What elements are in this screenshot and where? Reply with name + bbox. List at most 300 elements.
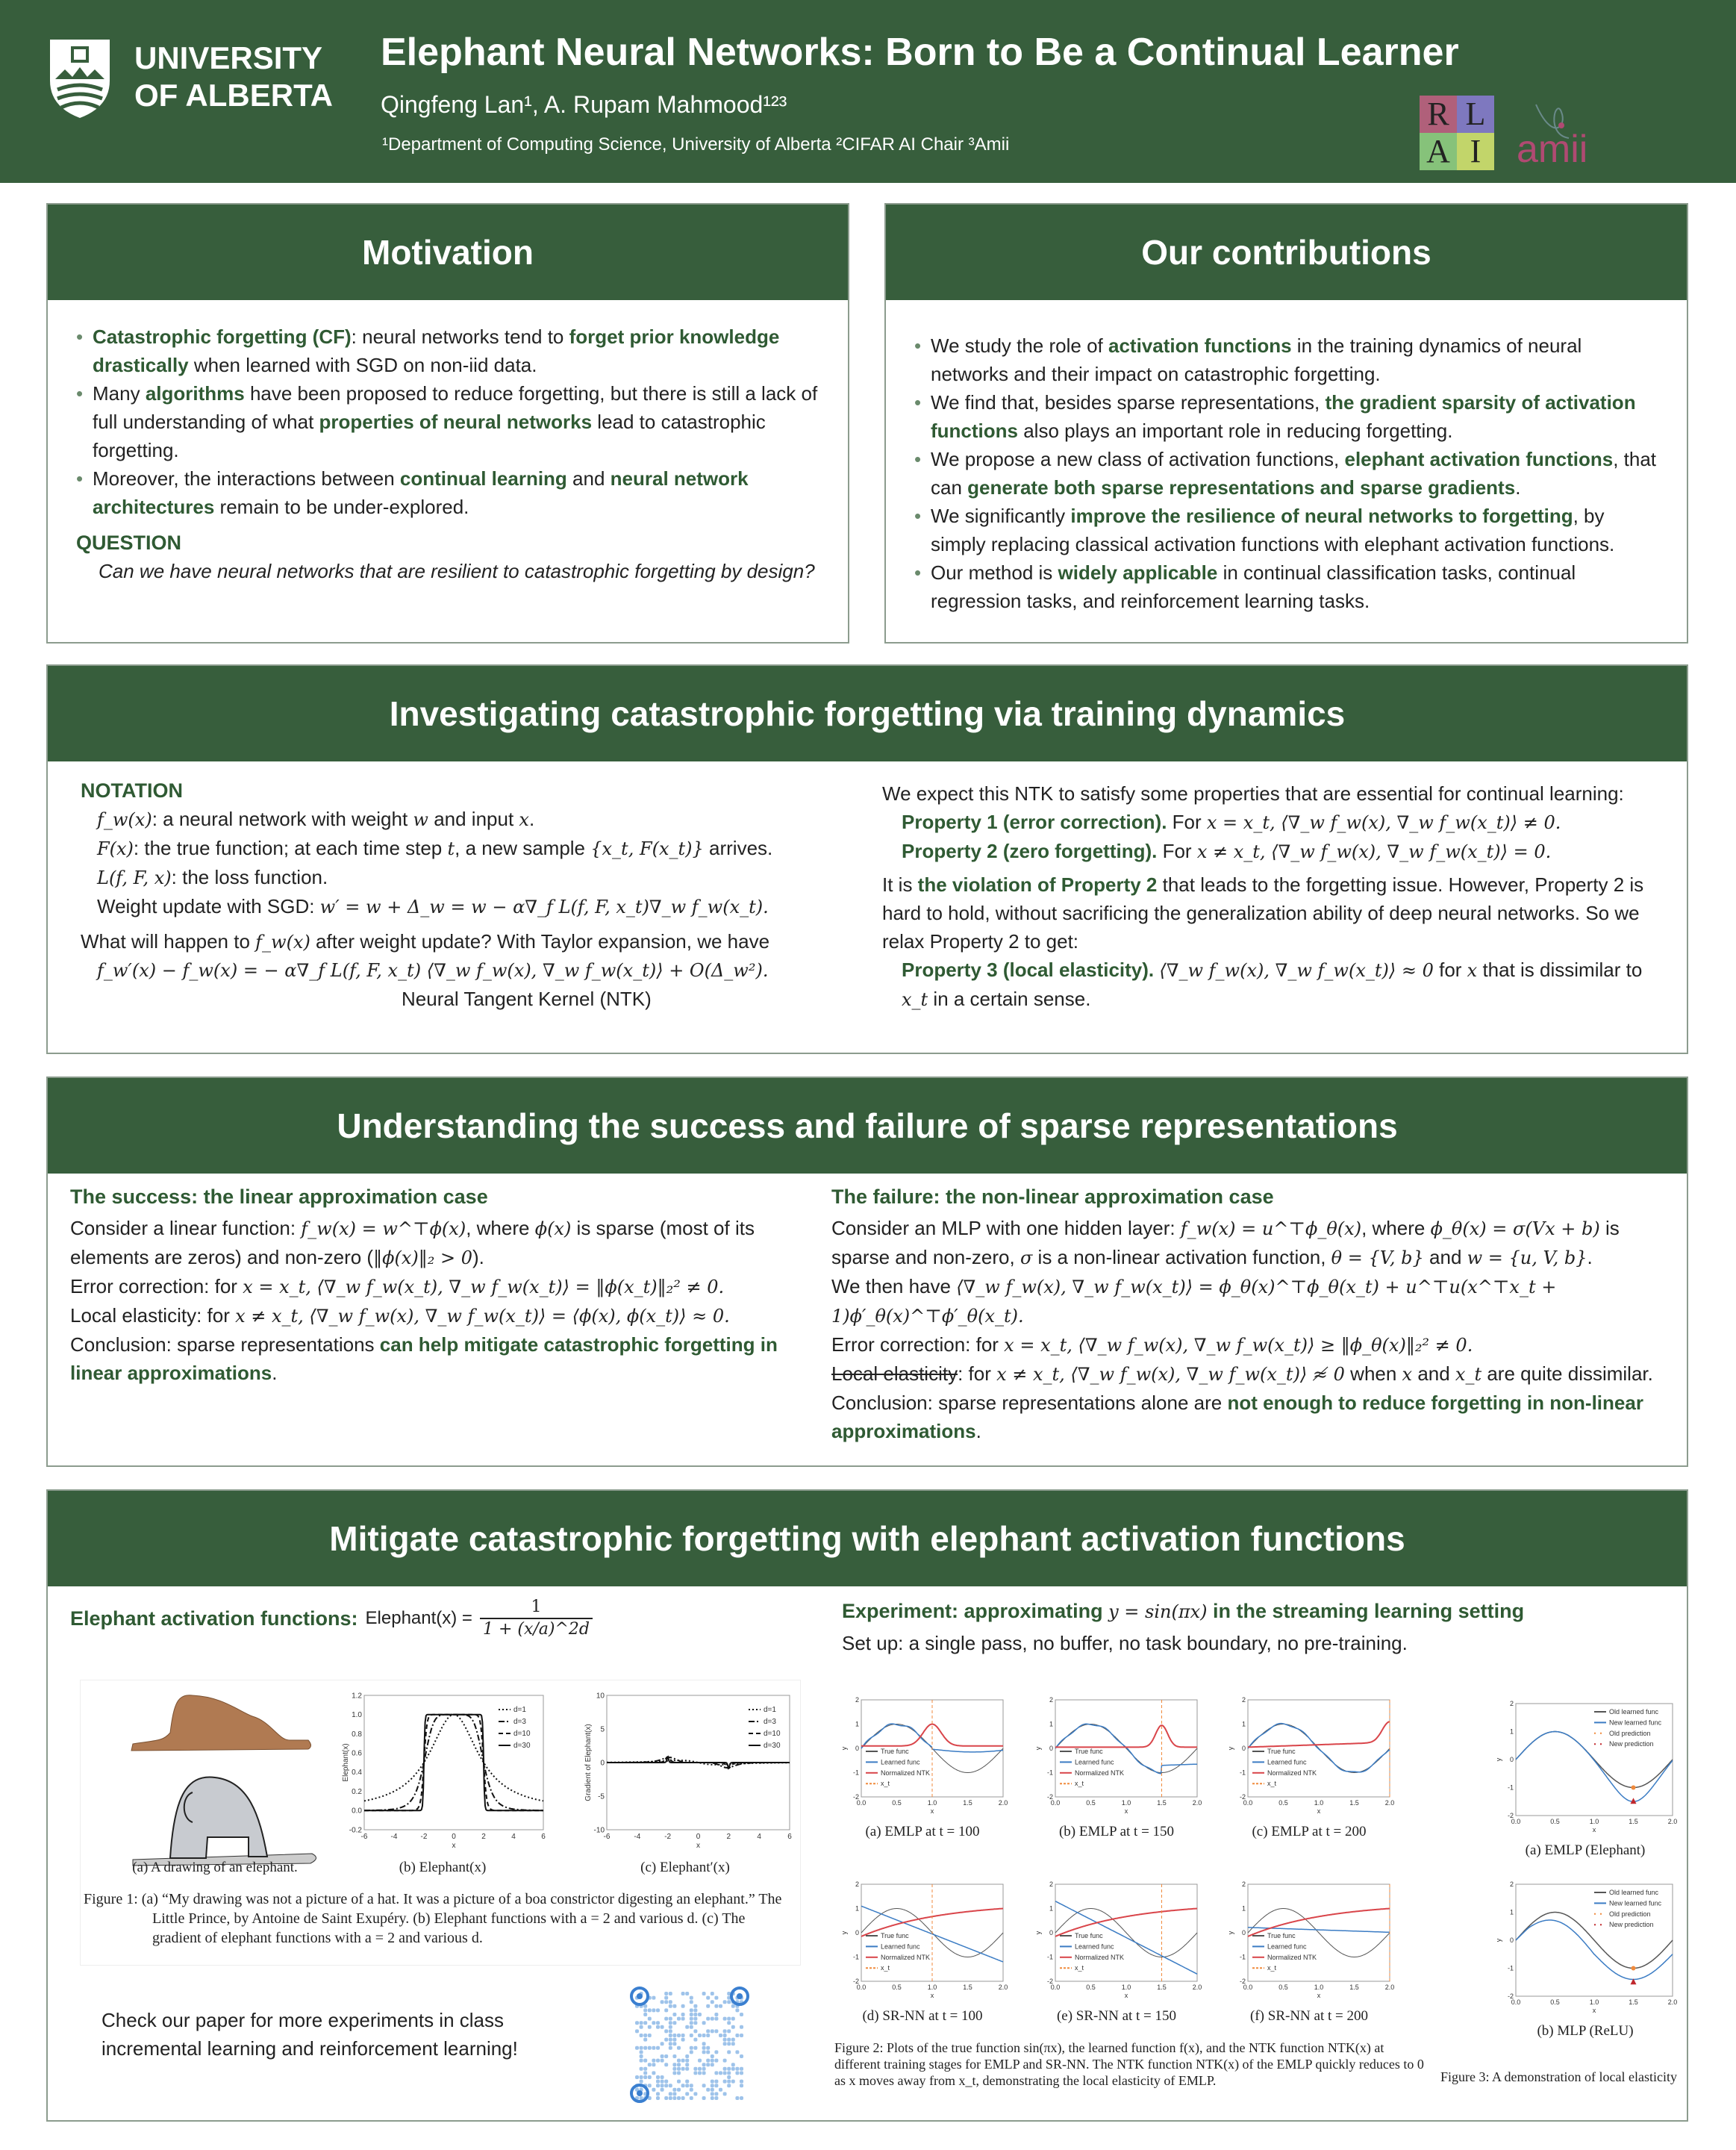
university-name-line2: OF ALBERTA (134, 78, 333, 113)
x-axis-label: x (1592, 2007, 1596, 2014)
legend-label: d=1 (513, 1706, 526, 1714)
qr-module (661, 2000, 664, 2004)
y-tick-label: -1 (1239, 1953, 1246, 1961)
x-tick-label: 1.0 (1314, 1799, 1324, 1807)
math-text: w = {u, V, b} (1467, 1247, 1587, 1268)
fig2-subplot (1220, 1877, 1399, 2004)
x-tick-label: 1.0 (1589, 1998, 1599, 2006)
elephant-heading (70, 1597, 593, 1640)
motivation-bullets (76, 322, 830, 521)
taylor-equation: f_w′(x) − f_w(x) = − α∇_f L(f, F, x_t) ⟨∇_w f_w(x), ∇_w f_w(x_t)⟩ + O(Δ_w²). (97, 960, 769, 981)
rlai-logo: R L A I (1420, 96, 1494, 170)
legend-label: d=3 (513, 1718, 526, 1726)
x-tick-label: 0.0 (856, 1799, 867, 1807)
y-tick-label: -2 (1239, 1793, 1246, 1801)
qr-module (714, 2092, 718, 2096)
qr-module (735, 2050, 739, 2054)
fig3-subplot-caption: (a) EMLP (Elephant) (1525, 1842, 1646, 1858)
qr-module (669, 2092, 672, 2096)
bullet-item (76, 322, 830, 379)
qr-module (693, 2017, 697, 2021)
qr-module (672, 2071, 676, 2075)
qr-code-icon[interactable] (629, 1986, 750, 2104)
y-tick-label: -1 (1507, 1964, 1514, 1972)
x-tick-label: 0.0 (1243, 1984, 1253, 1991)
qr-module (690, 2046, 693, 2050)
qr-module (672, 2021, 676, 2025)
x-tick-label: 1.5 (1349, 1799, 1359, 1807)
fig2-subplot-caption: (f) SR-NN at t = 200 (1250, 2008, 1368, 2024)
y-tick-label: -1 (1046, 1769, 1053, 1777)
x-axis-label: x (1317, 1992, 1321, 1999)
bold-text: neural network architectures (93, 467, 749, 518)
x-axis-label: x (930, 1992, 934, 1999)
qr-module (685, 2084, 689, 2087)
x-tick-label: 6 (541, 1833, 546, 1841)
y-tick-label: 0.6 (352, 1749, 362, 1758)
motivation-body (76, 322, 830, 585)
qr-module (669, 2096, 672, 2100)
x-tick-label: 0.5 (1086, 1984, 1096, 1991)
math-text: ⟨∇_w f_w(x), ∇_w f_w(x_t)⟩ ≈ 0 (1159, 960, 1434, 981)
text-line (831, 1214, 1671, 1272)
qr-module (664, 2054, 668, 2058)
math-text: x_t (902, 989, 928, 1010)
text: It is (882, 873, 918, 896)
qr-module (714, 2029, 718, 2033)
y-tick-label: 0 (1049, 1929, 1053, 1936)
qr-module (711, 2017, 714, 2021)
fig2-subplot (1027, 1877, 1206, 2004)
qr-module (706, 2059, 710, 2063)
qr-module (652, 2059, 655, 2063)
figure-1-caption: Figure 1: (a) “My drawing was not a picture of a hat. It was a picture of a boa constrictor digesting an elephant.” The Little Prince, by Antoine de Saint Exupéry. (b) Elephant functions with a = 2 and various d. (c) The gradient of elephant functions with a = 2 and various d. (84, 1891, 782, 1946)
taylor-intro (81, 927, 864, 956)
qr-module (661, 2059, 664, 2063)
qr-module (714, 2050, 718, 2054)
qr-module (723, 2017, 727, 2021)
text: , that can (931, 448, 1657, 499)
elephant-formula-fraction: $\frac{1}{1 + (x/a)\^{}2d}$ (480, 1597, 593, 1640)
question-label: QUESTION (76, 532, 182, 554)
x-tick-label: 1.0 (1314, 1984, 1324, 1991)
legend-label: d=10 (513, 1730, 531, 1738)
text: Local elasticity: for (70, 1304, 236, 1327)
bullet-item (914, 445, 1661, 502)
qr-module (731, 2067, 735, 2071)
qr-module (731, 2025, 735, 2029)
qr-module (681, 2038, 685, 2042)
fig2-subplot-caption: (a) EMLP at t = 100 (865, 1824, 980, 1839)
legend-label: True func (881, 1932, 909, 1939)
qr-module (727, 2029, 731, 2033)
x-tick-label: 1.0 (1121, 1799, 1131, 1807)
qr-module (681, 1992, 685, 1995)
qr-module (664, 2096, 668, 2100)
legend-label: Learned func (1267, 1758, 1307, 1766)
legend-label: New prediction (1609, 1921, 1654, 1929)
qr-module (685, 2092, 689, 2096)
x-tick-label: 1.0 (927, 1799, 937, 1807)
fig2-subplot-caption: (d) SR-NN at t = 100 (862, 2008, 983, 2024)
y-tick-label: 0.2 (352, 1787, 362, 1796)
qr-module (681, 2096, 685, 2100)
qr-module (711, 2084, 714, 2087)
fig3-subplot (1492, 1696, 1679, 1838)
x-tick-label: 2 (726, 1833, 731, 1841)
qr-module (643, 2013, 647, 2016)
qr-module (719, 2004, 722, 2008)
legend-label: x_t (881, 1964, 890, 1972)
y-tick-label: 1 (1509, 1727, 1514, 1736)
qr-module (706, 2050, 710, 2054)
qr-module (740, 2025, 743, 2029)
x-tick-label: 1.5 (963, 1799, 972, 1807)
qr-module (664, 2084, 668, 2087)
qr-module (706, 2046, 710, 2050)
y-tick-label: 5 (600, 1725, 605, 1734)
y-axis-label: y (1034, 1746, 1043, 1751)
math-text: ‖ϕ(x)‖₂ > 0 (373, 1247, 472, 1268)
qr-module (693, 2046, 697, 2050)
y-tick-label: -2 (852, 1793, 859, 1801)
text: Error correction: for (70, 1275, 243, 1297)
qr-module (661, 2042, 664, 2045)
legend-label: True func (1075, 1932, 1103, 1939)
math-text: f_w(x) = w^⊤ϕ(x) (301, 1218, 466, 1239)
success-text (70, 1214, 824, 1387)
qr-module (690, 2025, 693, 2029)
y-tick-label: 2 (855, 1881, 859, 1888)
y-tick-label: -5 (598, 1792, 605, 1801)
x-tick-label: 4 (757, 1833, 761, 1841)
qr-module (664, 2029, 668, 2033)
x-tick-label: 1.5 (1629, 1818, 1638, 1825)
qr-module (652, 2046, 655, 2050)
qr-module (740, 2084, 743, 2087)
legend-label: d=30 (513, 1742, 531, 1750)
qr-module (693, 2071, 697, 2075)
y-tick-label: 0 (1049, 1745, 1053, 1752)
legend-label: Learned func (1267, 1942, 1307, 1951)
qr-module (711, 2000, 714, 2004)
qr-module (669, 2000, 672, 2004)
fig1c-caption: (c) Elephant′(x) (640, 1860, 730, 1875)
y-tick-label: 2 (1509, 1881, 1514, 1888)
x-tick-label: 0.5 (1086, 1799, 1096, 1807)
text-line (97, 892, 864, 921)
qr-module (735, 2067, 739, 2071)
x-tick-label: 2.0 (1667, 1818, 1678, 1825)
legend-label: New learned func (1609, 1899, 1662, 1907)
elephant-drawing-image (110, 1688, 334, 1867)
qr-module (706, 2088, 710, 2092)
qr-module (690, 2008, 693, 2012)
qr-module (648, 2008, 652, 2012)
qr-module (664, 2063, 668, 2066)
qr-module (714, 2080, 718, 2084)
qr-module (677, 2080, 681, 2084)
text: : a neural network with weight (152, 808, 413, 830)
qr-module (685, 2025, 689, 2029)
legend-label: Learned func (1075, 1942, 1114, 1951)
x-tick-label: 2.0 (998, 1984, 1008, 1991)
y-axis-label: Elephant(x) (342, 1743, 350, 1782)
qr-module (740, 2096, 743, 2100)
y-tick-label: 1 (1049, 1904, 1053, 1913)
qr-module (711, 2088, 714, 2092)
qr-module (727, 2075, 731, 2079)
qr-module (672, 2004, 676, 2008)
text: that is dissimilar to (1477, 959, 1643, 981)
y-tick-label: -1 (852, 1769, 859, 1777)
text: ). (472, 1246, 484, 1268)
text: We then have (831, 1275, 957, 1297)
ntk-properties-intro: We expect this NTK to satisfy some properties that are essential for continual learning: (882, 782, 1624, 805)
qr-module (672, 2054, 676, 2058)
qr-module (711, 2029, 714, 2033)
qr-module (672, 2063, 676, 2066)
text: and (1412, 1362, 1455, 1385)
x-tick-label: -4 (390, 1833, 398, 1841)
qr-module (669, 2017, 672, 2021)
qr-module (731, 2063, 735, 2066)
x-tick-label: 1.5 (963, 1984, 972, 1991)
qr-module (643, 2038, 647, 2042)
bold-text: properties of neural networks (319, 411, 593, 433)
qr-module (740, 2013, 743, 2016)
qr-module (643, 2067, 647, 2071)
x-tick-label: 0.5 (892, 1984, 902, 1991)
y-tick-label: 0.0 (352, 1807, 362, 1816)
text-line (70, 1301, 824, 1330)
qr-module (648, 2046, 652, 2050)
x-tick-label: 1.0 (927, 1984, 937, 1991)
math-text: ϕ(x) (534, 1218, 572, 1239)
figure-2-caption: Figure 2: Plots of the true function sin(πx), the learned function f(x), and the NTK function NTK(x) at different training stages for EMLP and SR-NN. The NTK function NTK(x) of the EMLP quickly reduces to 0 as x moves away from x_t, demonstrating the local elasticity of EMLP. (834, 2040, 1424, 2088)
math-text: x = x_t, ⟨∇_w f_w(x), ∇_w f_w(x_t)⟩ ≠ 0. (1206, 812, 1561, 833)
qr-module (723, 2059, 727, 2063)
y-tick-label: 1 (1049, 1720, 1053, 1728)
qr-module (693, 2038, 697, 2042)
y-tick-label: 0 (1241, 1929, 1246, 1936)
qr-module (690, 2084, 693, 2087)
bullet-item (914, 502, 1661, 558)
math-text: t (447, 838, 455, 859)
qr-module (656, 2092, 660, 2096)
math-text: x ≠ x_t, ⟨∇_w f_w(x), ∇_w f_w(x_t)⟩ ≉ 0 (996, 1364, 1345, 1385)
poster-authors: Qingfeng Lan¹, A. Rupam Mahmood¹²³ (381, 91, 787, 118)
y-axis-label: y (840, 1746, 849, 1751)
text: and (1423, 1246, 1467, 1268)
qr-module (648, 2017, 652, 2021)
x-tick-label: 1.0 (1121, 1984, 1131, 1991)
y-tick-label: -2 (1507, 1992, 1514, 2000)
contributions-section (884, 203, 1688, 644)
qr-module (711, 2059, 714, 2063)
qr-module (702, 2034, 706, 2037)
math-text: x (1402, 1364, 1413, 1385)
y-tick-label: 0 (1509, 1756, 1514, 1763)
qr-module (702, 2071, 706, 2075)
failure-text (831, 1214, 1671, 1445)
qr-module (648, 2075, 652, 2079)
x-axis-label: x (1592, 1826, 1596, 1833)
legend-label: Learned func (881, 1758, 920, 1766)
qr-module (640, 2034, 643, 2037)
text: Consider an MLP with one hidden layer: (831, 1217, 1181, 1239)
qr-module (685, 2067, 689, 2071)
y-tick-label: -2 (1507, 1812, 1514, 1819)
bold-text: widely applicable (1058, 561, 1218, 584)
qr-module (711, 2054, 714, 2058)
text-line (70, 1272, 824, 1301)
x-tick-label: 0.0 (1511, 1998, 1521, 2006)
legend-label: x_t (1267, 1964, 1277, 1972)
y-tick-label: 2 (1509, 1700, 1514, 1707)
text: , by simply replacing classical activation functions with elephant activation functions. (931, 505, 1615, 555)
text: , where (466, 1217, 535, 1239)
y-tick-label: 1 (1509, 1908, 1514, 1916)
qr-module (714, 2059, 718, 2063)
motivation-title: Motivation (48, 205, 848, 300)
qr-module (731, 2080, 735, 2084)
bullet-item (76, 379, 830, 464)
property-2-violation (882, 870, 1673, 956)
qr-module (702, 2046, 706, 2050)
text: after weight update? With Taylor expansion, we have (310, 930, 770, 953)
y-axis-label: y (1034, 1931, 1043, 1935)
math-text: ⟨∇_w f_w(x), ∇_w f_w(x_t)⟩ = ϕ_θ(x)^⊤ϕ_θ(x_t) + u^⊤u(x^⊤x_t + 1)ϕ′_θ(x)^⊤ϕ′_θ(x_t). (831, 1277, 1557, 1327)
text-line (97, 805, 864, 834)
qr-module (656, 2021, 660, 2025)
qr-module (669, 2084, 672, 2087)
experiment-title: Experiment: approximating y = sin(πx) in the streaming learning setting (842, 1600, 1525, 1622)
qr-module (643, 2046, 647, 2050)
investigating-title: Investigating catastrophic forgetting via training dynamics (48, 666, 1687, 761)
qr-module (702, 2042, 706, 2045)
legend-label: x_t (1075, 1964, 1084, 1972)
property-1 (902, 808, 1673, 837)
text: : the loss function. (171, 866, 328, 888)
text: For (1167, 811, 1207, 833)
y-tick-label: 0 (855, 1929, 859, 1936)
text: . (1515, 476, 1521, 499)
text: For (1157, 840, 1197, 862)
x-tick-label: 0 (696, 1833, 701, 1841)
ntk-label: Neural Tangent Kernel (NTK) (402, 988, 652, 1010)
y-tick-label: 0.4 (352, 1769, 362, 1777)
qr-module (702, 2067, 706, 2071)
fig2-subplot-caption: (e) SR-NN at t = 150 (1056, 2008, 1177, 2024)
text: Error correction: for (831, 1333, 1005, 1356)
qr-module (690, 2034, 693, 2037)
y-axis-label: y (1495, 1757, 1503, 1762)
qr-module (661, 2088, 664, 2092)
text: Moreover, the interactions between (93, 467, 400, 490)
legend-label: d=10 (764, 1730, 781, 1738)
qr-module (661, 2084, 664, 2087)
understanding-section (46, 1076, 1688, 1467)
notation-label: NOTATION (81, 779, 183, 802)
x-axis-label: x (452, 1842, 456, 1850)
qr-module (714, 2017, 718, 2021)
legend-label: x_t (1075, 1780, 1084, 1788)
legend-label: Normalized NTK (1075, 1769, 1125, 1777)
bold-text: the gradient sparsity of activation functions (931, 391, 1636, 442)
qr-module (681, 2004, 685, 2008)
qr-module (677, 2071, 681, 2075)
contributions-bullets (914, 331, 1661, 615)
qr-module (677, 2059, 681, 2063)
qr-module (652, 2071, 655, 2075)
x-axis-label: x (930, 1807, 934, 1815)
math-text: f_w(x) (255, 932, 310, 953)
text: in a certain sense. (928, 988, 1091, 1010)
legend-label: x_t (881, 1780, 890, 1788)
qr-module (740, 2067, 743, 2071)
qr-module (681, 2017, 685, 2021)
qr-module (643, 2034, 647, 2037)
qr-module (664, 2008, 668, 2012)
math-text: f_w(x) (97, 809, 152, 830)
x-tick-label: 1.5 (1349, 1984, 1359, 1991)
qr-module (681, 2013, 685, 2016)
text: remain to be under-explored. (214, 496, 469, 518)
experiment-setup: Set up: a single pass, no buffer, no task boundary, no pre-training. (842, 1632, 1408, 1654)
text: Conclusion: sparse representations (70, 1333, 380, 1356)
property-2 (902, 837, 1673, 866)
qr-module (723, 2000, 727, 2004)
ntk-line (1248, 1721, 1390, 1747)
qr-module (635, 2046, 639, 2050)
text: Consider a linear function: (70, 1217, 302, 1239)
math-text: f_w(x) = u^⊤ϕ_θ(x) (1180, 1218, 1362, 1239)
qr-module (740, 2080, 743, 2084)
qr-module (690, 2000, 693, 2004)
y-tick-label: -1 (852, 1953, 859, 1961)
qr-module (652, 1996, 655, 2000)
bold-text: Property 1 (error correction). (902, 811, 1167, 833)
qr-module (723, 2067, 727, 2071)
y-tick-label: -2 (1046, 1793, 1053, 1801)
qr-module (727, 2080, 731, 2084)
investigating-right (882, 779, 1673, 1014)
y-tick-label: -10 (593, 1826, 605, 1835)
math-text: L(f, F, x) (97, 867, 172, 888)
investigating-section (46, 664, 1688, 1054)
bullet-item (914, 558, 1661, 615)
qr-module (714, 2071, 718, 2075)
fig2-subplot-caption: (c) EMLP at t = 200 (1252, 1824, 1367, 1839)
x-tick-label: 0.0 (1243, 1799, 1253, 1807)
qr-module (672, 2013, 676, 2016)
bold-text: generate both sparse representations and sparse gradients (967, 476, 1516, 499)
x-tick-label: 0.5 (892, 1799, 902, 1807)
math-text: x (519, 809, 529, 830)
qr-module (664, 1996, 668, 2000)
qr-module (727, 2071, 731, 2075)
qr-module (677, 2046, 681, 2050)
new-func-line (1516, 1920, 1673, 1980)
qr-module (648, 2063, 652, 2066)
bold-text: Catastrophic forgetting (CF) (93, 325, 352, 348)
bold-text: forget prior knowledge drastically (93, 325, 780, 376)
qr-module (693, 2092, 697, 2096)
qr-module (664, 1992, 668, 1995)
x-tick-label: 1.5 (1629, 1998, 1638, 2006)
qr-module (690, 2021, 693, 2025)
